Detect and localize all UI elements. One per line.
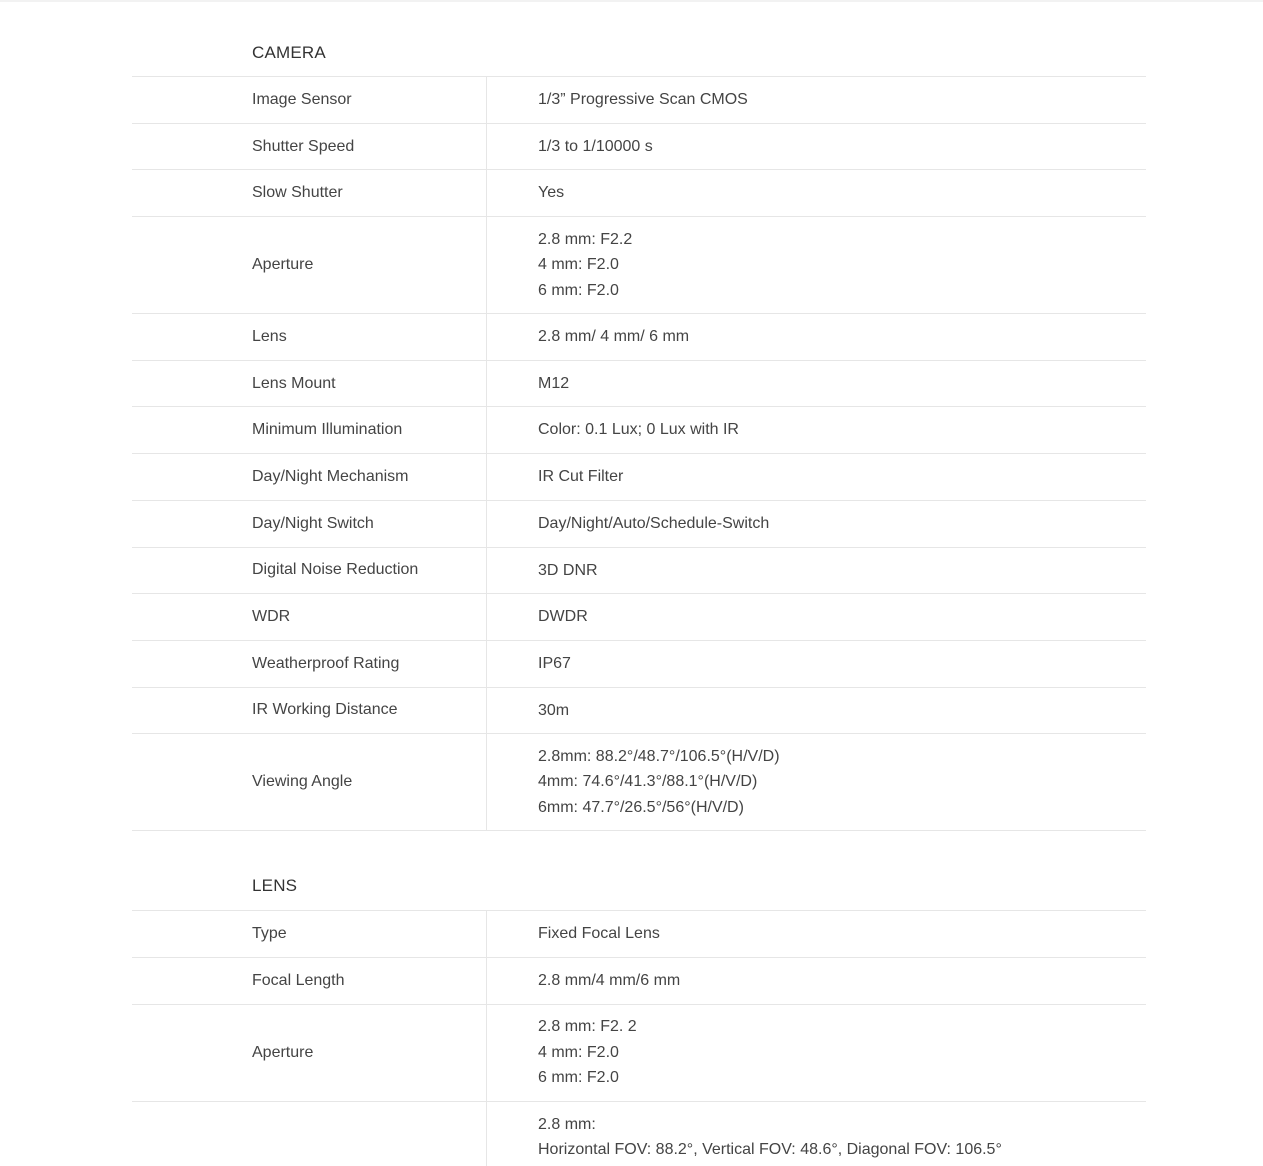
spec-row-viewing-angle — [132, 734, 1146, 831]
spec-label: Day/Night Mechanism — [132, 454, 487, 500]
spec-row-aperture — [132, 217, 1146, 314]
spec-value — [487, 911, 1146, 957]
spec-value — [487, 77, 1146, 123]
spec-value-line: 2.8 mm: — [538, 1115, 596, 1133]
spec-label: Slow Shutter — [132, 170, 487, 216]
spec-value — [487, 1102, 1146, 1166]
spec-value — [487, 548, 1146, 594]
spec-value — [487, 407, 1146, 453]
spec-label: Aperture — [132, 217, 487, 313]
spec-row-ir-working-distance — [132, 688, 1146, 735]
spec-label: Type — [132, 911, 487, 957]
spec-label: Minimum Illumination — [132, 407, 487, 453]
spec-value — [487, 454, 1146, 500]
spec-value — [487, 217, 1146, 313]
spec-value — [487, 314, 1146, 360]
spec-row-day-night-switch — [132, 501, 1146, 548]
spec-value-line: IR Cut Filter — [538, 468, 624, 486]
spec-label: Weatherproof Rating — [132, 641, 487, 687]
spec-value-line: 3D DNR — [538, 561, 598, 579]
spec-row-wdr — [132, 594, 1146, 641]
spec-label: Viewing Angle — [132, 734, 487, 830]
spec-row-lens — [132, 314, 1146, 361]
spec-row-focal-length — [132, 958, 1146, 1005]
spec-value-line: 2.8 mm/ 4 mm/ 6 mm — [538, 328, 690, 346]
spec-label: Focal Length — [132, 958, 487, 1004]
spec-value-line: 2.8 mm: F2. 2 — [538, 1018, 637, 1036]
spec-row-image-sensor — [132, 77, 1146, 124]
spec-value-line: Fixed Focal Lens — [538, 925, 660, 943]
spec-value-line: 1/3 to 1/10000 s — [538, 137, 653, 155]
spec-value-line: 6 mm: F2.0 — [538, 1069, 619, 1087]
spec-value-line: 2.8mm: 88.2°/48.7°/106.5°(H/V/D) — [538, 747, 780, 765]
spec-value — [487, 641, 1146, 687]
spec-value — [487, 734, 1146, 830]
spec-label: WDR — [132, 594, 487, 640]
spec-value — [487, 594, 1146, 640]
spec-value-line: 4mm: 74.6°/41.3°/88.1°(H/V/D) — [538, 773, 758, 791]
spec-row-shutter-speed — [132, 124, 1146, 171]
spec-value — [487, 124, 1146, 170]
spec-label: Lens Mount — [132, 361, 487, 407]
spec-label: Digital Noise Reduction — [132, 548, 487, 594]
spec-value-line: 30m — [538, 701, 570, 719]
spec-value — [487, 958, 1146, 1004]
spec-row-type — [132, 911, 1146, 958]
spec-row-lens-mount — [132, 361, 1146, 408]
spec-label: Day/Night Switch — [132, 501, 487, 547]
spec-value-line: 4 mm: F2.0 — [538, 256, 619, 274]
spec-label: Shutter Speed — [132, 124, 487, 170]
spec-value-line: Horizontal FOV: 88.2°, Vertical FOV: 48.6°, Diagonal FOV: 106.5° — [538, 1141, 1002, 1159]
section-title-lens: LENS — [132, 831, 1146, 911]
spec-value-line: 4 mm: F2.0 — [538, 1043, 619, 1061]
spec-row-weatherproof-rating — [132, 641, 1146, 688]
spec-row-lens-aperture — [132, 1005, 1146, 1102]
spec-row-slow-shutter — [132, 170, 1146, 217]
spec-value — [487, 688, 1146, 734]
spec-value-line: DWDR — [538, 608, 588, 626]
spec-container — [132, 0, 1146, 1166]
spec-value-line: M12 — [538, 374, 570, 392]
spec-label: Lens — [132, 314, 487, 360]
spec-value-line: Color: 0.1 Lux; 0 Lux with IR — [538, 421, 739, 439]
spec-row-minimum-illumination — [132, 407, 1146, 454]
spec-row-digital-noise-reduction — [132, 548, 1146, 595]
spec-value-line: IP67 — [538, 654, 571, 672]
section-title-camera: CAMERA — [132, 0, 1146, 77]
spec-value-line: 6mm: 47.7°/26.5°/56°(H/V/D) — [538, 799, 744, 817]
spec-row-field-of-view — [132, 1102, 1146, 1166]
spec-label: Aperture — [132, 1005, 487, 1101]
spec-value — [487, 501, 1146, 547]
spec-label: Image Sensor — [132, 77, 487, 123]
spec-value-line: 6 mm: F2.0 — [538, 281, 619, 299]
spec-value-line: 2.8 mm: F2.2 — [538, 230, 633, 248]
spec-label: IR Working Distance — [132, 688, 487, 734]
spec-row-day-night-mechanism — [132, 454, 1146, 501]
spec-value-line: Yes — [538, 184, 565, 202]
spec-value-line: Day/Night/Auto/Schedule-Switch — [538, 514, 770, 532]
spec-value-line: 1/3” Progressive Scan CMOS — [538, 91, 748, 109]
spec-value-line: 2.8 mm/4 mm/6 mm — [538, 971, 681, 989]
spec-value — [487, 361, 1146, 407]
spec-label — [132, 1102, 487, 1166]
spec-value — [487, 170, 1146, 216]
spec-value — [487, 1005, 1146, 1101]
